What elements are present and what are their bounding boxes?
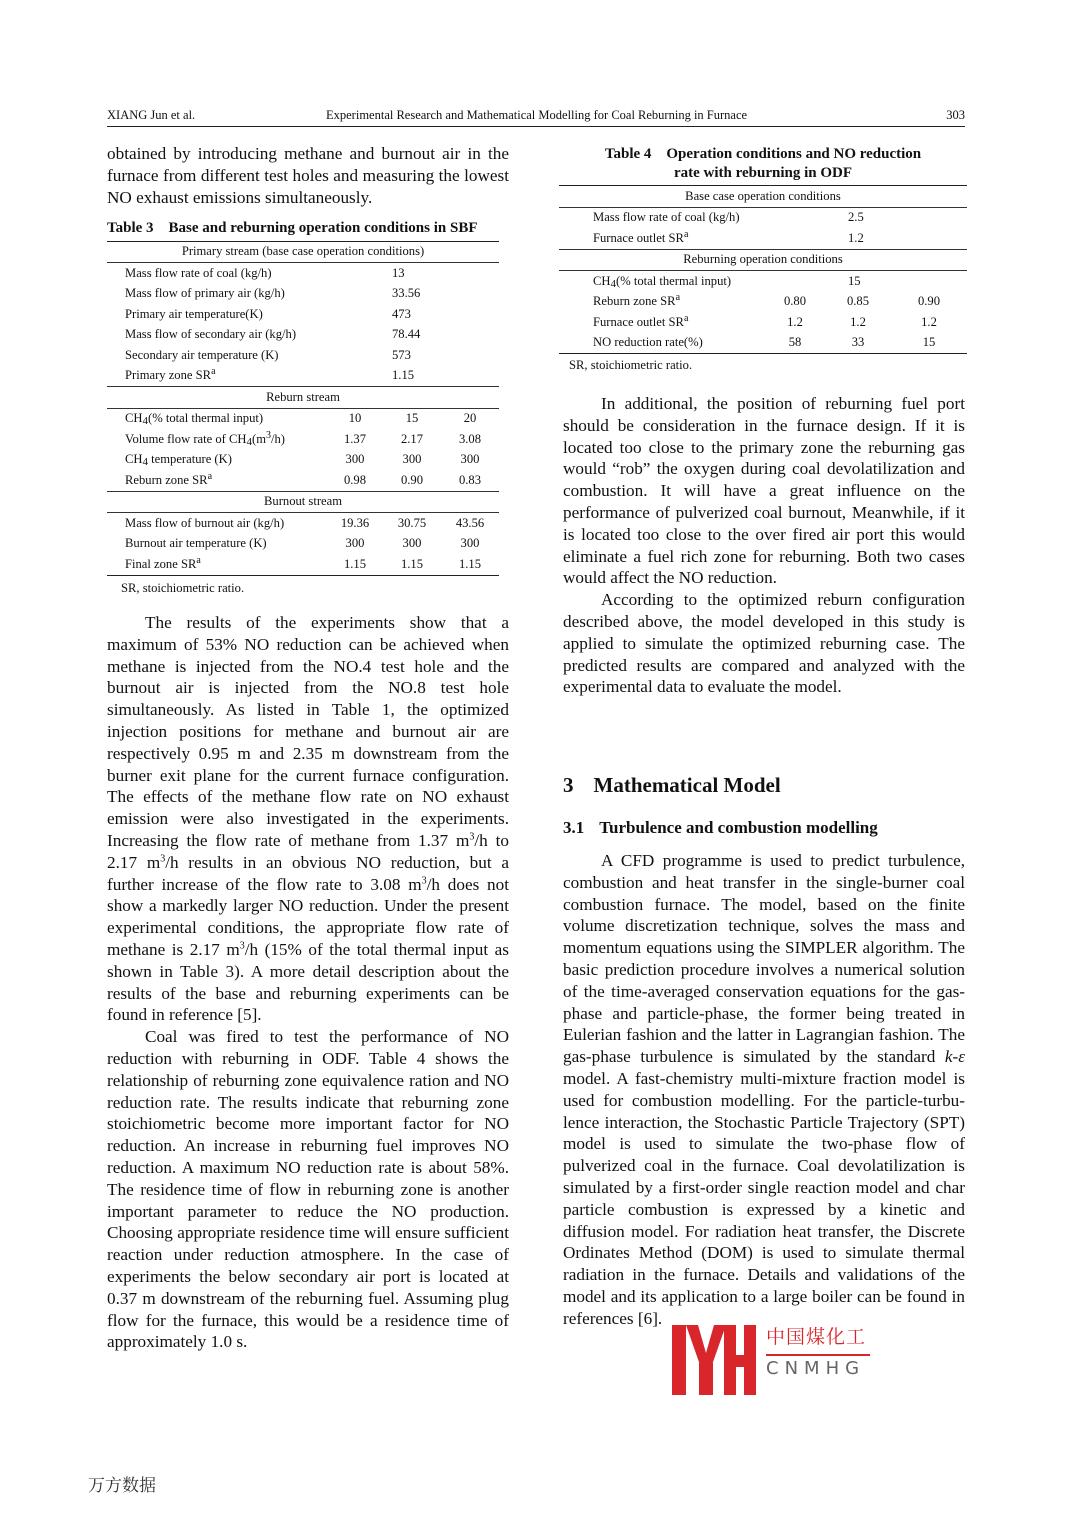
row-label: Final zone $SR^a$ xyxy=(107,554,327,575)
cell-value: 300 xyxy=(402,536,422,551)
cell-value: 300 xyxy=(345,452,365,467)
table-4 xyxy=(559,145,967,373)
cell-value: 0.90 xyxy=(917,294,941,309)
watermark xyxy=(668,1325,888,1397)
cell-value: 1.15 xyxy=(383,554,441,575)
cell-value: 58 xyxy=(765,333,825,354)
cell-value: 78.44 xyxy=(392,327,421,342)
mh-logo-icon xyxy=(668,1325,758,1397)
row-label: Primary zone $SR^a$ xyxy=(125,366,216,383)
row-label: NO reduction rate(%) xyxy=(559,333,765,354)
row-label: Furnace outlet $SR^a$ xyxy=(593,312,689,329)
table-row xyxy=(107,366,499,387)
row-label: Mass flow of primary air (kg/h) xyxy=(125,286,285,301)
table-3-caption: Table 3 Base and reburning operation conditions in SBF xyxy=(107,220,478,236)
table-row xyxy=(107,263,499,284)
table-row xyxy=(107,429,499,450)
table-row xyxy=(107,554,499,575)
row-label: Mass flow rate of coal (kg/h) xyxy=(593,210,740,225)
paragraph-according: According to the optimized reburn configuration described above, the model developed in this study is applied to simulate the optimized reburning case. The predicted results are compared and analyzed with the experimental data to evaluate the model. xyxy=(563,590,965,697)
table-row xyxy=(559,207,967,228)
table-4-caption-line1: Table 4 Operation conditions and NO reduction xyxy=(604,146,922,162)
page-number: 303 xyxy=(946,108,965,122)
table-section-header xyxy=(107,241,499,263)
cell-value: 10 xyxy=(348,411,362,426)
watermark-english-text: CNMHG xyxy=(766,1358,866,1379)
table-row xyxy=(559,312,967,333)
cell-value: 1.2 xyxy=(850,314,866,329)
table-3-body xyxy=(107,241,499,576)
row-label: Mass flow of burnout air (kg/h) xyxy=(125,515,285,530)
table-row xyxy=(559,271,967,292)
right-model-text xyxy=(563,850,965,1330)
section-title: Mathematical Model xyxy=(593,773,781,797)
cell-value: 33 xyxy=(825,333,891,354)
section-heading xyxy=(563,773,781,798)
paragraph-results: The results of the experiments show that a maximum of 53% NO reduction can be achieved when methane is injected from the NO.4 test hole and the burnout air is injected from the NO.8 test hole simultaneously. As listed in Table 1, the optimized injection positions for methane and burnout air are respectively 0.95 m and 2.35 m downstream from the burner exit plane for the current furnace configuration. The effects of the methane flow rate on NO exhaust emission were also investigated in the experiments. Increasing the flow rate of methane from 1.37 $m^3/h$ to 2.17 $m^3/h$ results in an obvious NO reduction, but a further increase of the flow rate to 3.08 $m^3/h$ does not show a markedly larger NO reduction. Under the present experimental conditions, the appropriate flow rate of methane is 2.17 $m^3/h$ (15% of the total thermal input as shown in Table 3). A more detail description about the results of the base and reburning experiments can be found in reference [5]. xyxy=(107,613,510,1025)
header-title: Experimental Research and Mathematical Modelling for Coal Reburning in Furnace xyxy=(326,108,748,122)
row-label: $CH_4(\%$ total thermal input) xyxy=(125,411,264,428)
table-section-header xyxy=(107,387,499,409)
table-row xyxy=(107,408,499,429)
table-row xyxy=(107,513,499,534)
table-section-header xyxy=(107,491,499,513)
cell-value: 473 xyxy=(392,306,411,321)
cell-value: 0.98 xyxy=(343,472,367,487)
cell-value: 1.2 xyxy=(848,230,864,245)
table-4-caption-line2: rate with reburning in ODF xyxy=(673,164,853,181)
row-label: Mass flow of secondary air (kg/h) xyxy=(125,327,297,342)
cell-value: 300 xyxy=(460,536,480,551)
cell-value: 1.2 xyxy=(921,314,937,329)
cell-value: 1.15 xyxy=(441,554,499,575)
cell-value: 43.56 xyxy=(455,515,485,530)
subsection-title: Turbulence and combustion modelling xyxy=(599,818,878,837)
cell-value: 3.08 xyxy=(458,431,482,446)
table-row xyxy=(107,304,499,325)
section-title: Reburning operation conditions xyxy=(559,249,967,271)
table-row xyxy=(107,325,499,346)
cell-value: 19.36 xyxy=(340,515,370,530)
table-section-header xyxy=(559,249,967,271)
row-label: Burnout air temperature (K) xyxy=(125,536,267,551)
section-title: Base case operation conditions xyxy=(559,186,967,208)
right-body xyxy=(563,393,965,698)
row-label: Reburn zone $SR^a$ xyxy=(593,292,681,309)
cell-value: 15 xyxy=(848,273,861,288)
watermark-chinese-text: 中国煤化工 xyxy=(766,1326,867,1348)
footer-source: 万方数据 xyxy=(88,1476,156,1496)
running-header xyxy=(107,106,965,127)
k-epsilon: k-ε xyxy=(944,1047,965,1067)
paragraph-position: In additional, the position of reburning fuel port should be consideration in the furnace design. If it is located too close to the primary zone the reburning gas would “rob” the oxygen during coal devolatilization and combustion. It will have a great influence on the performance of pulverized coal burnout, Meanwhile, if it is located too close to the over fired air port this would eliminate a fuel rich zone for reburning. Both two cases would affect the NO reduction. xyxy=(563,394,965,588)
cell-value: 1.15 xyxy=(327,554,383,575)
cell-value: 30.75 xyxy=(397,515,427,530)
cell-value: 13 xyxy=(392,265,405,280)
table-3 xyxy=(107,219,509,596)
cell-value: 20 xyxy=(463,411,477,426)
row-label: Volume flow rate of $CH_4(m^3/h)$ xyxy=(125,429,285,448)
cell-value: 1.37 xyxy=(343,431,367,446)
row-label: Reburn zone $SR^a$ xyxy=(125,470,213,487)
table-row xyxy=(107,345,499,366)
cell-value: 2.17 xyxy=(400,431,424,446)
header-authors: XIANG Jun et al. xyxy=(107,108,196,122)
cell-value: 0.90 xyxy=(400,472,424,487)
subsection-number: 3.1 xyxy=(563,818,585,837)
table-row xyxy=(107,284,499,305)
paragraph-cfd: A CFD programme is used to predict turbulence, combustion and heat transfer in the single-burner coal combustion furnace. The model, based on the finite volume discretization technique, solves the mass and momentum equations using the SIMPLER algorithm. The basic prediction procedure involves a numerical solution of the time-averaged conservation equations for the gas-phase and particle-phase, the former being treated in Eulerian fashion and the latter in Lagrangian fashion. The gas-phase turbulence is simulated by the standard k-ε model. A fast-chemistry multi-mixture fraction model is used for combustion modelling. For the particle-turbu-lence interaction, the Stochastic Particle Trajectory (SPT) model is used to simulate the two-phase flow of pulverized coal in the furnace. Coal devolatilization is simulated by a first-order single reaction model and char particle combustion is expressed by a kinetic and diffusion model. For radiation heat transfer, the Discrete Ordinates Method (DOM) is used to simulate thermal radiation in the furnace. Details and validations of the model and its application to a large boiler can be found in references [6]. xyxy=(563,851,965,1328)
table-row xyxy=(107,534,499,555)
table-3-footnote: SR, stoichiometric ratio. xyxy=(121,580,245,595)
row-label: Secondary air temperature (K) xyxy=(125,347,279,362)
section-title: Primary stream (base case operation conditions) xyxy=(107,241,499,263)
cell-value: 300 xyxy=(345,536,365,551)
table-4-body xyxy=(559,185,967,354)
cell-value: 15 xyxy=(891,333,967,354)
table-row xyxy=(559,228,967,249)
left-body xyxy=(107,612,509,1353)
cell-value: 0.80 xyxy=(783,294,807,309)
table-row xyxy=(559,292,967,313)
cell-value: 33.56 xyxy=(392,286,421,301)
section-title: Reburn stream xyxy=(107,387,499,409)
row-label: Mass flow rate of coal (kg/h) xyxy=(125,265,272,280)
cell-value: 15 xyxy=(405,411,419,426)
cell-value: 1.2 xyxy=(787,314,803,329)
table-row xyxy=(107,470,499,491)
cell-value: 573 xyxy=(392,347,411,362)
paragraph-coal: Coal was fired to test the performance of NO reduction with reburning in ODF. Table 4 shows the relationship of reburning zone equivalence ration and NO reduction rate. The results indicate that reburning zone stoichiometric become more important factor for NO reduction. An increase in reburning fuel improves NO reduction. A maximum NO reduction rate is about 58%. The residence time of flow in reburning zone is another important parameter to reduce the NO production. Choosing appropriate residence time will ensure sufficient reaction under reduction atmosphere. In the case of experiments the below secondary air port is located at 0.37 m downstream of the reburning fuel. Assuming plug flow for the furnace, this would be a residence time of approximately 1.0 s. xyxy=(107,1027,509,1352)
row-label: Furnace outlet $SR^a$ xyxy=(593,228,689,245)
watermark-rule xyxy=(766,1354,870,1356)
cell-value: 300 xyxy=(460,452,480,467)
section-title: Burnout stream xyxy=(107,491,499,513)
row-label: $CH_4(\%$ total thermal input) xyxy=(593,273,732,290)
paragraph-intro: obtained by introducing methane and burnout air in the furnace from different test holes and measuring the lowest NO exhaust emissions simultaneously. xyxy=(107,144,509,207)
cell-value: 2.5 xyxy=(848,210,864,225)
row-label: Primary air temperature(K) xyxy=(125,306,263,321)
table-row xyxy=(559,333,967,354)
table-row xyxy=(107,450,499,471)
section-number: 3 xyxy=(563,773,574,797)
table-4-footnote: SR, stoichiometric ratio. xyxy=(569,358,693,372)
cell-value: 1.15 xyxy=(392,368,415,383)
table-section-header xyxy=(559,186,967,208)
cell-value: 300 xyxy=(402,452,422,467)
cell-value: 0.85 xyxy=(846,294,870,309)
left-intro xyxy=(107,143,509,208)
cell-value: 0.83 xyxy=(458,472,482,487)
row-label: $CH_4$ temperature (K) xyxy=(125,452,232,469)
subsection-heading xyxy=(563,818,878,838)
